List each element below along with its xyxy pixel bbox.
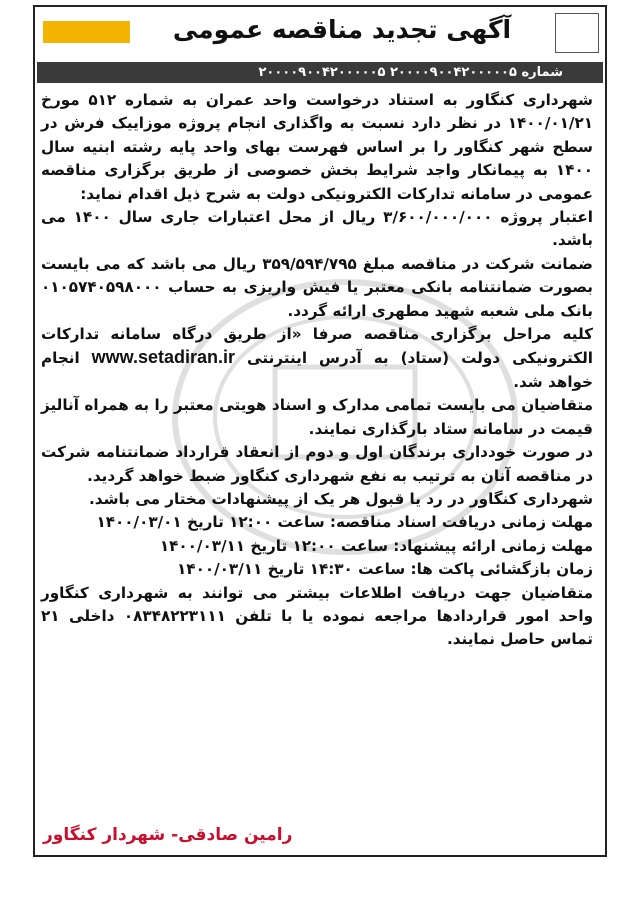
setad-url-link[interactable]: www.setadiran.ir bbox=[91, 347, 236, 368]
paragraph-intro: شهرداری کنگاور به استناد درخواست واحد عمران به شماره ۵۱۲ مورخ ۱۴۰۰/۰۱/۲۱ در نظر دارد نسبت به واگذاری انجام پروژه موزاییک فرش در سطح شهر کنگاور را بر اساس فهرست بهای واحد پایه رشته ابنیه سال ۱۴۰۰ به پیمانکار واجد شرایط بخش خصوصی از طریق برگزاری مناقصه عمومی در سامانه تدارکات الکترونیکی دولت به شرح ذیل اقدام نماید: bbox=[41, 91, 593, 203]
paragraph-contact: متقاضیان جهت دریافت اطلاعات بیشتر می توانند به شهرداری کنگاور واحد امور قراردادها مراجعه نموده یا با تلفن ۰۸۳۴۸۲۲۳۱۱۱ داخلی ۲۱ تماس حاصل نمایند. bbox=[41, 583, 594, 649]
paragraph-process bbox=[41, 323, 593, 394]
process-text-after: انجام خواهد شد. bbox=[41, 349, 593, 391]
signature: رامین صادقی- شهردار کنگاور bbox=[43, 825, 293, 845]
paragraph-guarantee: ضمانت شرکت در مناقصه مبلغ ۳۵۹/۵۹۴/۷۹۵ ریال می باشد که می بایست بصورت ضمانتنامه بانکی معتبر یا فیش واریزی به حساب ۰۱۰۵۷۴۰۵۹۸۰۰۰ بانک ملی شعبه شهید مطهری ارائه گردد. bbox=[41, 254, 593, 320]
paragraph-budget: اعتبار پروژه ۳/۶۰۰/۰۰۰/۰۰۰ ریال از محل اعتبارات جاری سال ۱۴۰۰ می باشد. bbox=[41, 208, 593, 250]
logo-placeholder bbox=[555, 13, 599, 53]
paragraph-documents: متقاضیان می بایست تمامی مدارک و اسناد هویتی معتبر را به همراه آنالیز قیمت در سامانه ستاد بارگذاری نمایند. bbox=[41, 396, 593, 438]
notice-title: آگهی تجدید مناقصه عمومی bbox=[172, 15, 512, 44]
notice-number: شماره ۲۰۰۰۰۹۰۰۴۲۰۰۰۰۰۵ ۲۰۰۰۰۹۰۰۴۲۰۰۰۰۰۵ bbox=[37, 62, 603, 83]
notice-frame bbox=[33, 5, 607, 857]
deadline-documents: مهلت زمانی دریافت اسناد مناقصه: ساعت ۱۲:۰۰ تاریخ ۱۴۰۰/۰۳/۰۱ bbox=[96, 513, 593, 532]
accent-bar bbox=[43, 21, 130, 43]
paragraph-rights: شهرداری کنگاور در رد یا قبول هر یک از پیشنهادات مختار می باشد. bbox=[89, 489, 593, 508]
opening-time: زمان بازگشائی پاکت ها: ساعت ۱۴:۳۰ تاریخ ۱۴۰۰/۰۳/۱۱ bbox=[177, 560, 593, 579]
notice-header bbox=[35, 7, 605, 59]
notice-body bbox=[41, 89, 593, 652]
paragraph-forfeit: در صورت خودداری برندگان اول و دوم از انعقاد قرارداد ضمانتنامه شرکت در مناقصه آنان به ترتیب به نفع شهرداری کنگاور ضبط خواهد گردید. bbox=[41, 443, 593, 485]
deadline-proposal: مهلت زمانی ارائه پیشنهاد: ساعت ۱۲:۰۰ تاریخ ۱۴۰۰/۰۳/۱۱ bbox=[159, 536, 593, 555]
process-text-before: کلیه مراحل برگزاری مناقصه صرفا «از طریق درگاه سامانه تدارکات الکترونیکی دولت (ستاد) به آدرس اینترنتی bbox=[41, 325, 593, 368]
